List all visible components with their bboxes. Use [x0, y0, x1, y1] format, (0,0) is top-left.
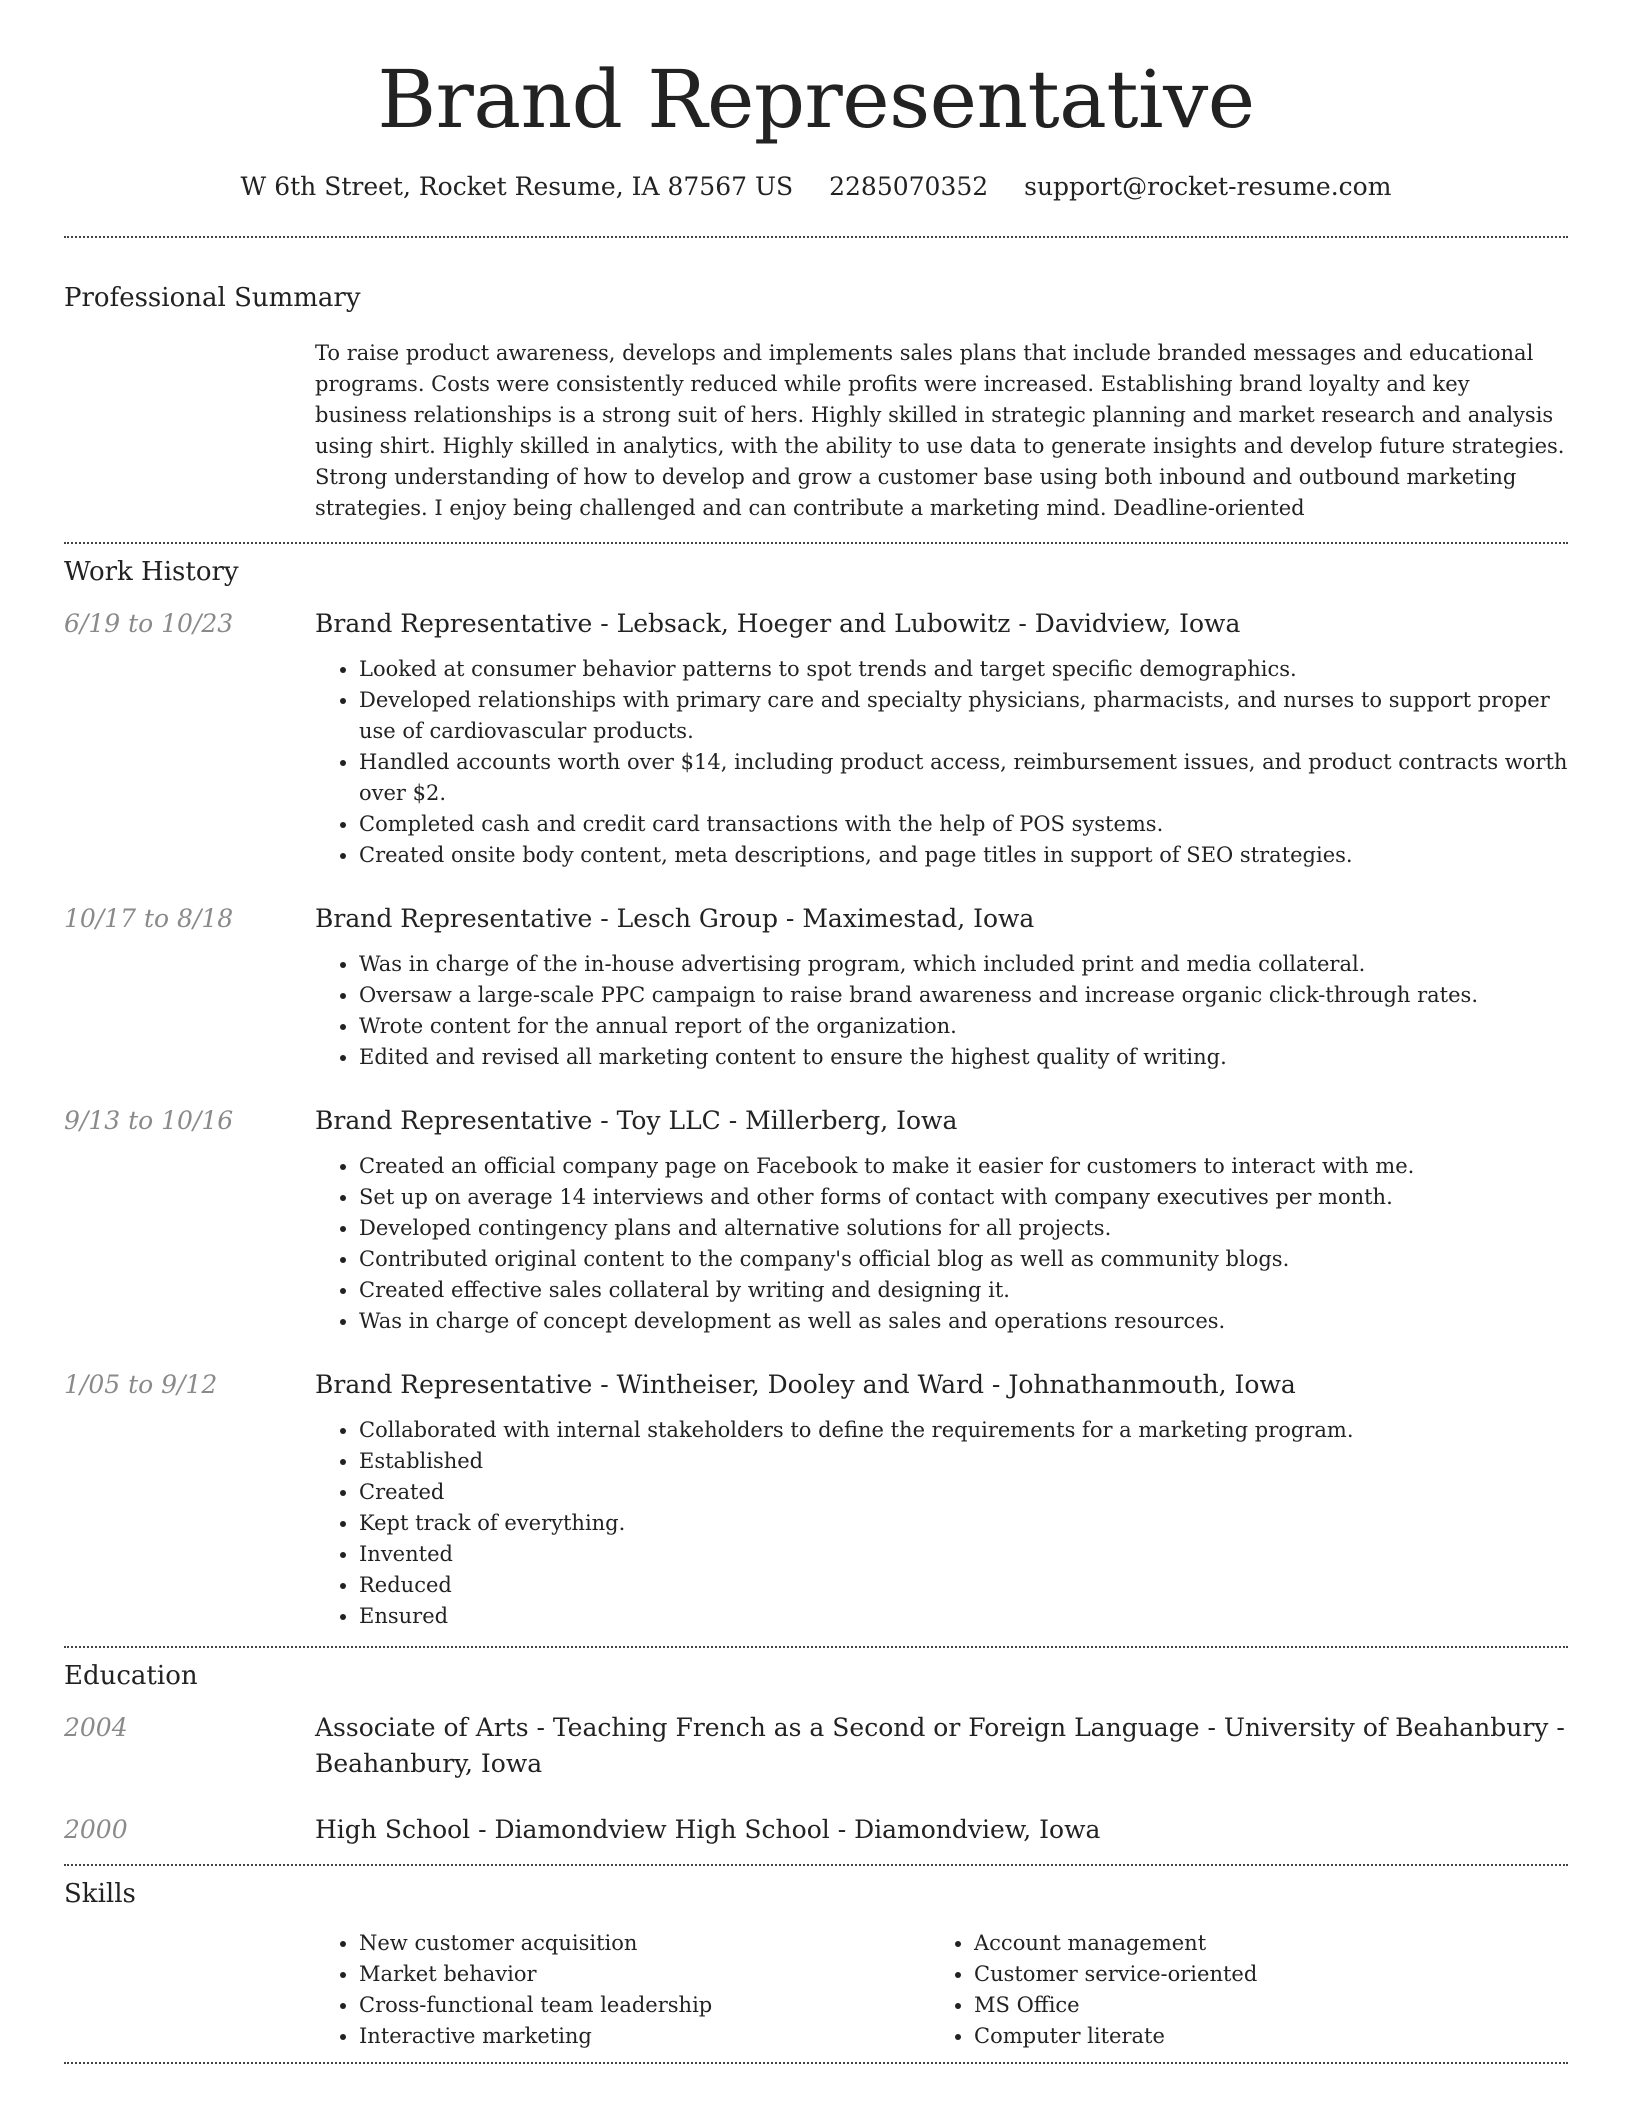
entry-body: [315, 1812, 1568, 1848]
resume-header: [64, 0, 1568, 202]
summary-section: [64, 282, 1568, 524]
entry-body: [315, 901, 1568, 1073]
skill-item: • MS Office: [974, 1990, 1545, 2021]
skill-item: • Customer service-oriented: [974, 1959, 1545, 1990]
bullet-item: • Was in charge of concept development as well as sales and operations resources.: [359, 1306, 1568, 1337]
bullet-item: • Ensured: [359, 1601, 1568, 1632]
bullet-item: • Looked at consumer behavior patterns to spot trends and target specific demographics.: [359, 654, 1568, 685]
skills-section: [64, 1866, 1568, 2052]
entry-date: 6/19 to 10/23: [64, 609, 234, 638]
entry-title: Brand Representative - Lesch Group - Maximestad, Iowa: [315, 904, 1035, 933]
bullet-item: • Established: [359, 1446, 1568, 1477]
skills-list: [930, 1928, 1545, 2052]
entry-title: Brand Representative - Lebsack, Hoeger and Lubowitz - Davidview, Iowa: [315, 609, 1241, 638]
contact-line: [64, 172, 1568, 202]
skills-column-left: [315, 1928, 930, 2052]
education-section: [64, 1648, 1568, 1848]
bullet-list: [315, 1151, 1568, 1337]
bullet-list: [315, 949, 1568, 1073]
entry-date: 10/17 to 8/18: [64, 904, 234, 933]
work-entry: [64, 901, 1568, 1073]
bullet-item: • Invented: [359, 1539, 1568, 1570]
entry-title: Brand Representative - Toy LLC - Millerberg, Iowa: [315, 1106, 958, 1135]
entry-title: Brand Representative - Wintheiser, Dooley and Ward - Johnathanmouth, Iowa: [315, 1370, 1296, 1399]
bullet-list: [315, 1415, 1568, 1632]
contact-address: W 6th Street, Rocket Resume, IA 87567 US: [240, 172, 794, 201]
skill-item: • Account management: [974, 1928, 1545, 1959]
section-title-skills: Skills: [64, 1879, 136, 1909]
entry-date: 1/05 to 9/12: [64, 1370, 218, 1399]
entry-body: [315, 1710, 1568, 1782]
bullet-item: • Kept track of everything.: [359, 1508, 1568, 1539]
skills-list: [315, 1928, 930, 2052]
bullet-item: • Collaborated with internal stakeholders to define the requirements for a marketing program.: [359, 1415, 1568, 1446]
contact-email: support@rocket-resume.com: [1024, 172, 1392, 201]
bullet-item: • Reduced: [359, 1570, 1568, 1601]
skills-column-right: [930, 1928, 1545, 2052]
candidate-name: Brand Representative: [377, 53, 1255, 146]
contact-phone: 2285070352: [829, 172, 989, 201]
entry-title: Associate of Arts - Teaching French as a Second or Foreign Language - University of Beahanbury - Beahanbury, Iowa: [315, 1713, 1565, 1778]
bullet-item: • Created an official company page on Facebook to make it easier for customers to interact with me.: [359, 1151, 1568, 1182]
bullet-item: • Created effective sales collateral by writing and designing it.: [359, 1275, 1568, 1306]
bullet-item: • Was in charge of the in-house advertising program, which included print and media collateral.: [359, 949, 1568, 980]
entry-body: [315, 606, 1568, 871]
skill-item: • Computer literate: [974, 2021, 1545, 2052]
work-entry: [64, 1103, 1568, 1337]
skill-item: • Market behavior: [359, 1959, 930, 1990]
education-entry: [64, 1710, 1568, 1782]
work-entry: [64, 1367, 1568, 1632]
bullet-item: • Wrote content for the annual report of the organization.: [359, 1011, 1568, 1042]
skills-grid: [315, 1928, 1568, 2052]
entry-title: High School - Diamondview High School - Diamondview, Iowa: [315, 1815, 1101, 1844]
divider: [64, 236, 1568, 238]
work-entry: [64, 606, 1568, 871]
bullet-item: • Set up on average 14 interviews and other forms of contact with company executives per month.: [359, 1182, 1568, 1213]
entry-date: 9/13 to 10/16: [64, 1106, 234, 1135]
entry-date: 2000: [64, 1815, 128, 1844]
bullet-item: • Handled accounts worth over $14, including product access, reimbursement issues, and product contracts worth over $2.: [359, 747, 1568, 809]
skill-item: • Cross-functional team leadership: [359, 1990, 930, 2021]
bullet-item: • Contributed original content to the company's official blog as well as community blogs.: [359, 1244, 1568, 1275]
education-entry: [64, 1812, 1568, 1848]
skill-item: • New customer acquisition: [359, 1928, 930, 1959]
section-title-education: Education: [64, 1661, 198, 1691]
bullet-list: [315, 654, 1568, 871]
section-title-work-history: Work History: [64, 557, 239, 587]
summary-text: To raise product awareness, develops and implements sales plans that include branded messages and educational programs. Costs were consistently reduced while profits were increased. Establishing brand loyalty and key business relationships is a strong suit of hers. Highly skilled in strategic planning and market research and analysis using shirt. Highly skilled in analytics, with the ability to use data to generate insights and develop future strategies. Strong understanding of how to develop and grow a customer base using both inbound and outbound marketing strategies. I enjoy being challenged and can contribute a marketing mind. Deadline-oriented: [315, 341, 1565, 520]
entry-date: 2004: [64, 1713, 128, 1742]
entry-body: [315, 1367, 1568, 1632]
section-title-summary: Professional Summary: [64, 283, 361, 313]
bullet-item: • Edited and revised all marketing content to ensure the highest quality of writing.: [359, 1042, 1568, 1073]
work-history-section: [64, 544, 1568, 1632]
skill-item: • Interactive marketing: [359, 2021, 930, 2052]
bullet-item: • Created onsite body content, meta descriptions, and page titles in support of SEO strategies.: [359, 840, 1568, 871]
bullet-item: • Created: [359, 1477, 1568, 1508]
bullet-item: • Developed relationships with primary care and specialty physicians, pharmacists, and nurses to support proper use of cardiovascular products.: [359, 685, 1568, 747]
entry-body: [315, 1103, 1568, 1337]
bullet-item: • Developed contingency plans and alternative solutions for all projects.: [359, 1213, 1568, 1244]
bullet-item: • Completed cash and credit card transactions with the help of POS systems.: [359, 809, 1568, 840]
divider: [64, 2062, 1568, 2064]
bullet-item: • Oversaw a large-scale PPC campaign to raise brand awareness and increase organic click-through rates.: [359, 980, 1568, 1011]
